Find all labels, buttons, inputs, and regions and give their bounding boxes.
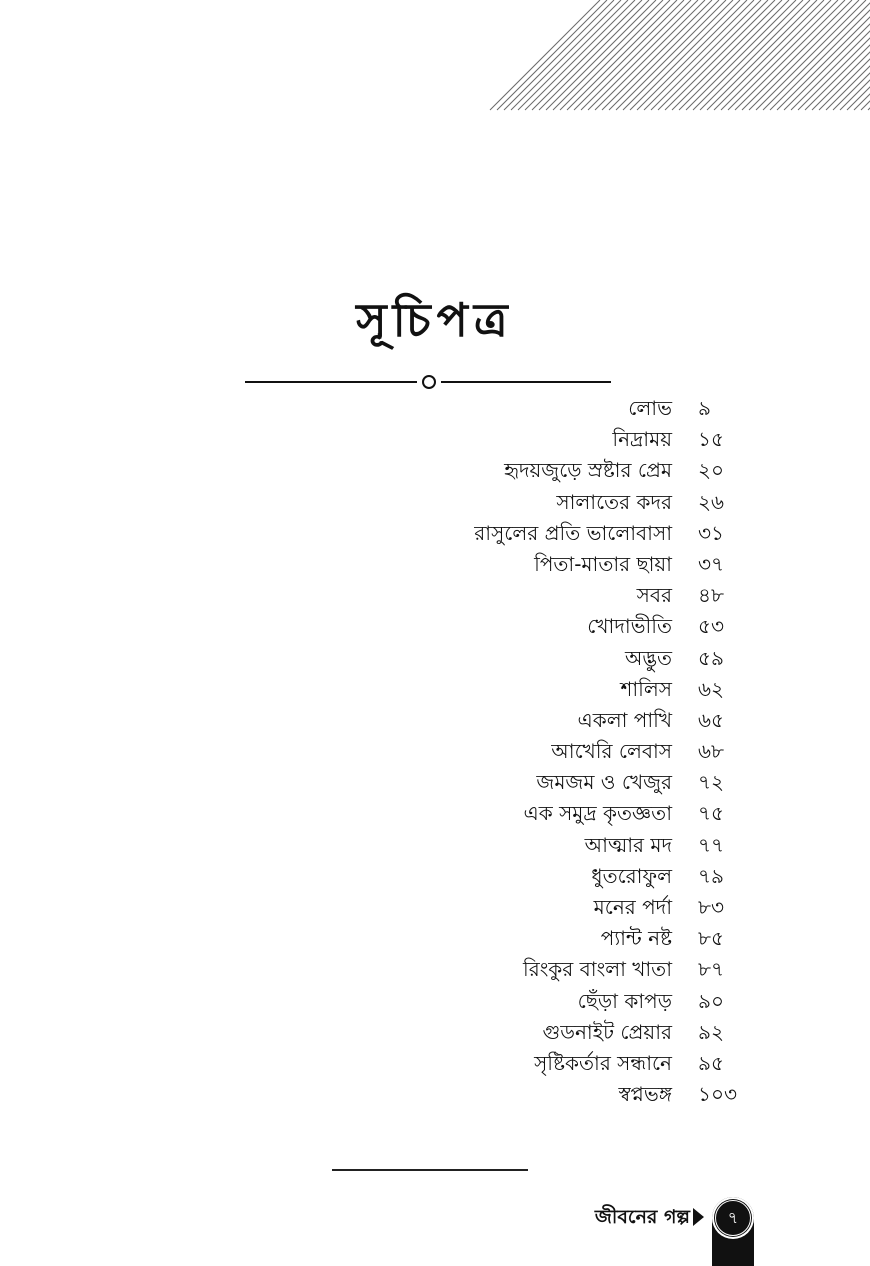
hatch-line	[798, 0, 870, 110]
toc-entry-title: রাসুলের প্রতি ভালোবাসা	[474, 520, 672, 545]
toc-entry	[300, 518, 760, 549]
toc-entry-page: ৬৫	[698, 707, 724, 732]
toc-entry-page: ৭৯	[698, 863, 724, 888]
page-number-badge	[712, 1197, 754, 1239]
toc-entry	[300, 1048, 760, 1079]
toc-entry	[300, 611, 760, 642]
toc-entry	[300, 455, 760, 486]
diagonal-hatch-decoration	[0, 0, 870, 115]
toc-entry	[300, 643, 760, 674]
toc-entry-title: মনের পর্দা	[593, 895, 672, 919]
toc-entry	[300, 861, 760, 892]
hatch-line	[819, 0, 870, 110]
toc-entry-page: ৩১	[698, 520, 724, 545]
toc-entry-title: প্যান্ট নষ্ট	[600, 926, 672, 951]
toc-entry-page: ৬২	[698, 676, 725, 701]
toc-entry-page: ১০৩	[698, 1082, 737, 1107]
toc-entry-page: ৫৯	[698, 645, 724, 670]
hatch-line	[770, 0, 870, 110]
toc-entry-title: গুডনাইট প্রেয়ার	[542, 1019, 672, 1044]
toc-entry-page: ২০	[698, 458, 725, 483]
toc-entry-page: ৩৭	[698, 551, 725, 576]
toc-entry	[300, 736, 760, 767]
toc-entry-title: এক সমুদ্র কৃতজ্ঞতা	[523, 801, 672, 826]
toc-entry-page: ৯০	[698, 988, 724, 1013]
toc-entry-page: ৬৮	[698, 739, 724, 764]
footer-book-title: জীবনের গল্প	[594, 1206, 690, 1228]
toc-entry	[300, 549, 760, 580]
toc-entry-page: ৪৮	[698, 583, 724, 608]
toc-entry-page: ৭২	[698, 770, 725, 795]
toc-entry	[300, 923, 760, 954]
table-of-contents	[300, 393, 760, 1110]
toc-entry	[300, 487, 760, 518]
page-number: ৭	[727, 1208, 739, 1227]
toc-entry-page: ২৬	[698, 489, 725, 514]
toc-entry	[300, 1079, 760, 1110]
toc-entry	[300, 393, 760, 424]
toc-entry	[300, 954, 760, 985]
hatch-line	[791, 0, 870, 110]
toc-entry-title: সৃষ্টিকর্তার সন্ধানে	[534, 1050, 672, 1075]
toc-entry-title: আখেরি লেবাস	[551, 739, 672, 764]
hatch-line	[840, 0, 870, 110]
toc-entry-title: পিতা-মাতার ছায়া	[534, 551, 672, 576]
toc-entry-page: ৮৭	[698, 957, 724, 982]
toc-entry-title: একলা পাখি	[577, 707, 672, 732]
hatch-line	[861, 0, 870, 110]
toc-entry	[300, 705, 760, 736]
toc-entry-title: লোভ	[628, 396, 672, 420]
toc-entry	[300, 830, 760, 861]
toc-entry-title: সবর	[636, 583, 672, 608]
toc-entry-title: সালাতের কদর	[556, 489, 672, 514]
toc-entry-title: নিদ্রাময়	[612, 427, 672, 452]
toc-entry-title: হৃদয়জুড়ে স্রষ্টার প্রেম	[504, 458, 672, 483]
title-divider	[245, 370, 615, 394]
hatch-line	[812, 0, 870, 110]
toc-entry	[300, 892, 760, 923]
toc-entry-page: ৭৫	[698, 801, 724, 826]
toc-entry-page: ৮৫	[698, 926, 724, 951]
toc-entry	[300, 580, 760, 611]
toc-entry-title: ধুতরোফুল	[591, 863, 672, 888]
toc-entry	[300, 767, 760, 798]
toc-entry	[300, 798, 760, 829]
toc-entry-page: ৯৫	[698, 1050, 724, 1075]
toc-entry-page: ১৫	[698, 427, 724, 452]
toc-entry-title: খোদাভীতি	[587, 614, 672, 639]
toc-entry-title: ছেঁড়া কাপড়	[577, 988, 672, 1013]
toc-entry	[300, 424, 760, 455]
toc-entry-page: ৮৩	[698, 895, 724, 919]
toc-entry-title: আত্মার মদ	[584, 832, 672, 857]
toc-entry-title: স্বপ্নভঙ্গ	[618, 1082, 672, 1107]
toc-entry-title: রিংকুর বাংলা খাতা	[522, 957, 672, 982]
toc-entry-page: ৯২	[698, 1019, 724, 1044]
toc-entry-page: ৫৩	[698, 614, 724, 639]
footer-arrow-icon	[693, 1208, 704, 1226]
toc-entry	[300, 986, 760, 1017]
page-title: সূচিপত্র	[356, 293, 514, 347]
toc-entry-page: ৯	[698, 396, 711, 420]
toc-entry	[300, 674, 760, 705]
toc-entry-title: জমজম ও খেজুর	[536, 770, 672, 795]
toc-entry	[300, 1017, 760, 1048]
toc-entry-page: ৭৭	[698, 832, 725, 857]
bottom-rule	[332, 1169, 528, 1171]
toc-entry-title: অদ্ভুত	[624, 645, 672, 670]
toc-entry-title: শালিস	[620, 676, 672, 701]
